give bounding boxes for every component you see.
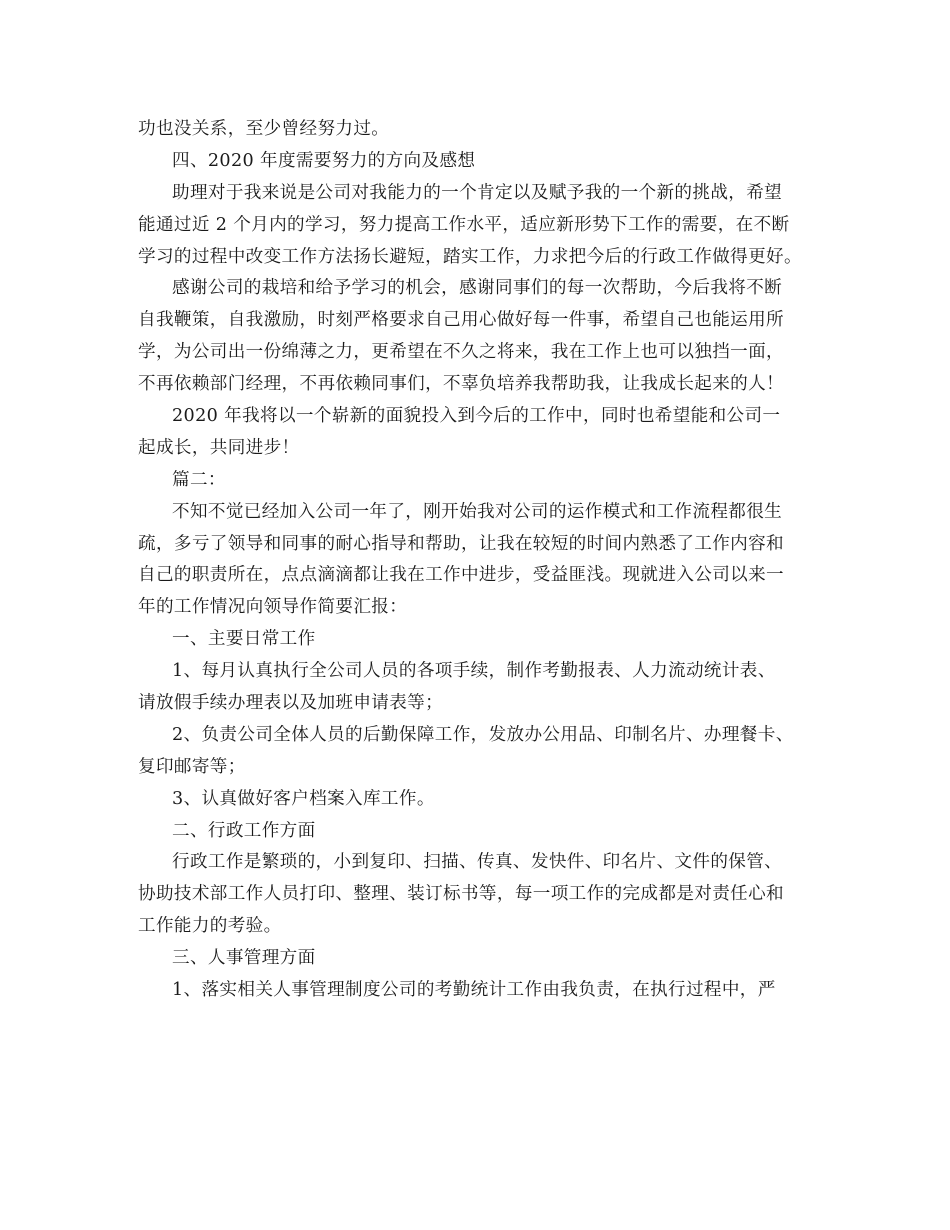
text-line: 请放假手续办理表以及加班申请表等；: [138, 693, 444, 714]
text-line: 自我鞭策，自我激励，时刻严格要求自己用心做好每一件事，希望自己也能运用所: [138, 310, 784, 331]
text-line: 工作能力的考验。: [138, 916, 282, 937]
text-line: 四、2020 年度需要努力的方向及感想: [172, 150, 476, 171]
text-line: 一、主要日常工作: [172, 629, 316, 650]
text-line: 1、每月认真执行全公司人员的各项手续，制作考勤报表、人力流动统计表、: [172, 661, 776, 682]
text-line: 疏，多亏了领导和同事的耐心指导和帮助，让我在较短的时间内熟悉了工作内容和: [138, 533, 784, 554]
document-page: [138, 114, 818, 1007]
text-line: 感谢公司的栽培和给予学习的机会，感谢同事们的每一次帮助，今后我将不断: [172, 278, 783, 299]
text-line: 行政工作是繁琐的，小到复印、扫描、传真、发快件、印名片、文件的保管、: [172, 852, 783, 873]
text-line: 篇二：: [172, 469, 226, 490]
text-line: 功也没关系，至少曾经努力过。: [138, 119, 390, 139]
text-line: 复印邮寄等；: [138, 756, 246, 777]
text-line: 自己的职责所在，点点滴滴都让我在工作中进步，受益匪浅。现就进入公司以来一: [138, 565, 784, 586]
text-line: 起成长，共同进步！: [138, 437, 300, 458]
text-line: 1、落实相关人事管理制度公司的考勤统计工作由我负责，在执行过程中，严: [172, 980, 776, 1001]
text-line: 助理对于我来说是公司对我能力的一个肯定以及赋予我的一个新的挑战，希望: [172, 182, 783, 203]
text-line: 不再依赖部门经理，不再依赖同事们，不辜负培养我帮助我，让我成长起来的人！: [138, 374, 784, 395]
text-line: 协助技术部工作人员打印、整理、装订标书等，每一项工作的完成都是对责任心和: [138, 884, 784, 905]
text-line: 2、负责公司全体人员的后勤保障工作，发放办公用品、印制名片、办理餐卡、: [172, 724, 794, 745]
text-line: 2020 年我将以一个崭新的面貌投入到今后的工作中，同时也希望能和公司一: [172, 406, 781, 427]
text-line: 学，为公司出一份绵薄之力，更希望在不久之将来，我在工作上也可以独挡一面，: [138, 342, 784, 363]
text-line: 三、人事管理方面: [172, 948, 316, 969]
text-line: 不知不觉已经加入公司一年了，刚开始我对公司的运作模式和工作流程都很生: [172, 501, 783, 522]
text-line: 能通过近 2 个月内的学习，努力提高工作水平，适应新形势下工作的需要，在不断: [138, 214, 790, 235]
text-line: 二、行政工作方面: [172, 820, 316, 841]
text-line: 学习的过程中改变工作方法扬长避短，踏实工作，力求把今后的行政工作做得更好。: [138, 246, 802, 267]
text-line: 年的工作情况向领导作简要汇报：: [138, 597, 408, 618]
text-line: 3、认真做好客户档案入库工作。: [172, 788, 435, 809]
